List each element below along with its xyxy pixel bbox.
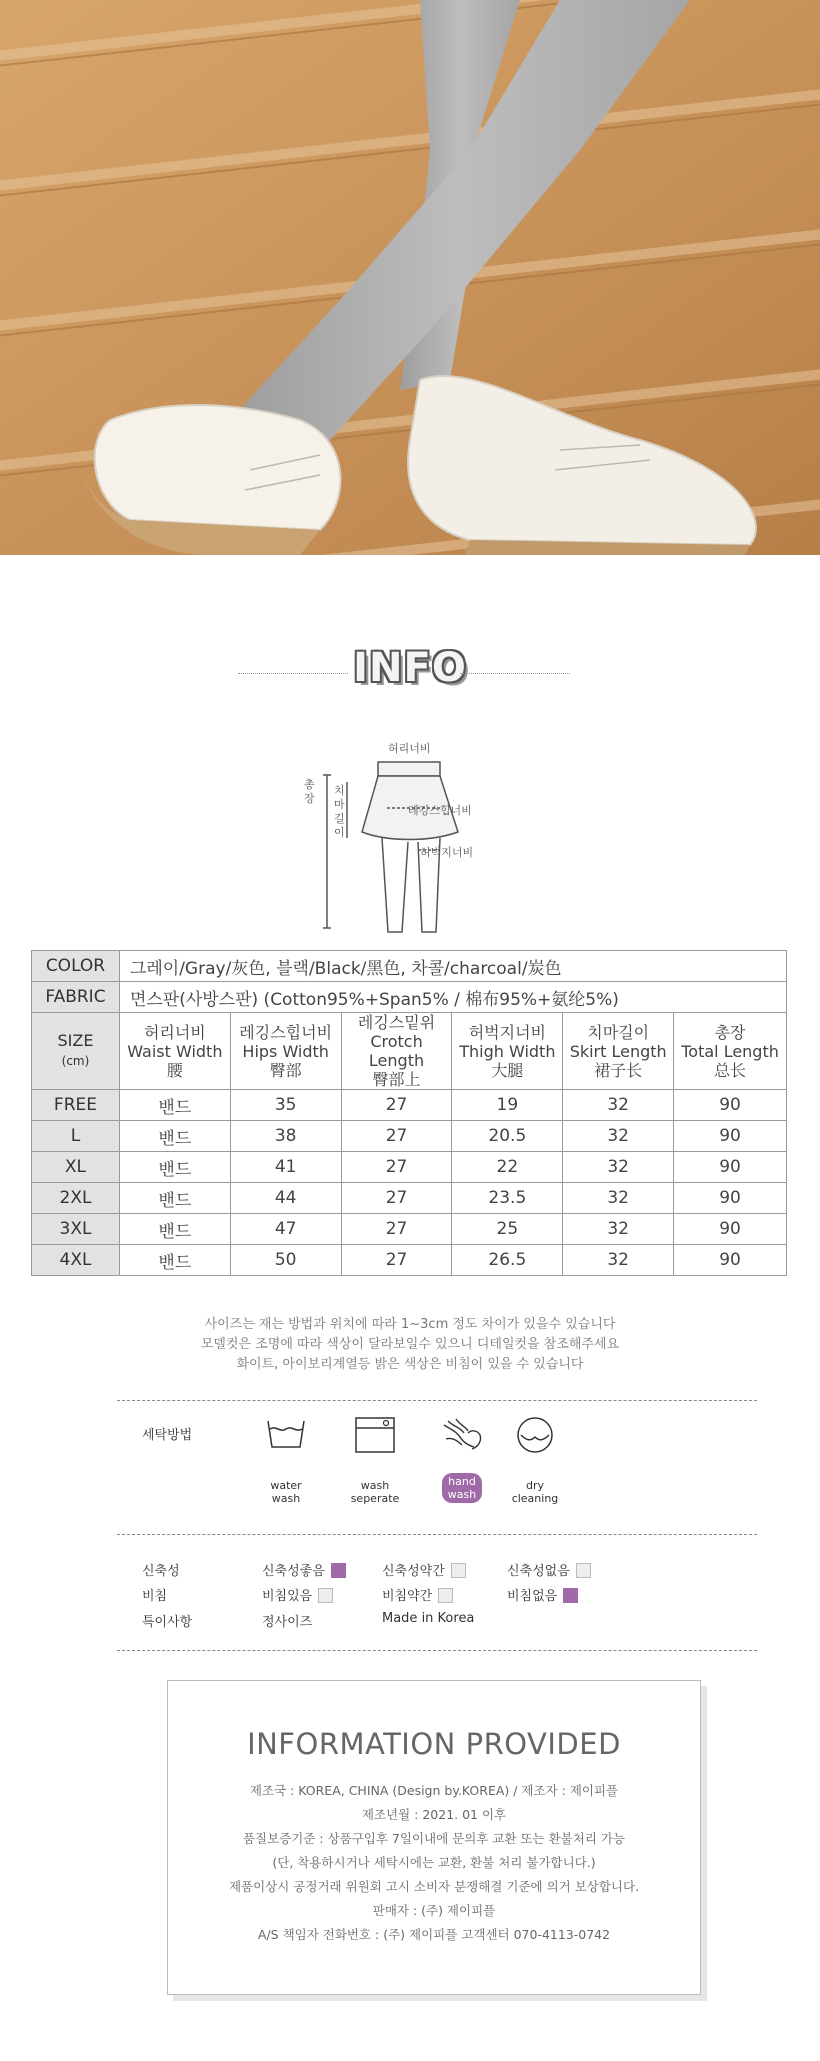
caption-line: seperate [350, 1492, 400, 1505]
option-label: 비침약간 [382, 1589, 433, 1604]
column-header [563, 1013, 674, 1090]
info-line: 판매자 : (주) 제이피플 [372, 1903, 496, 1918]
size-cell: 4XL [32, 1245, 120, 1276]
divider [117, 1400, 757, 1401]
value-cell: 90 [674, 1183, 787, 1214]
special-value: Made in Korea [382, 1611, 475, 1626]
option-label: 비침있음 [262, 1589, 313, 1604]
value-cell: 27 [341, 1152, 452, 1183]
value-cell: 32 [563, 1214, 674, 1245]
wash-option-hand [422, 1415, 502, 1503]
info-line: (단, 착용하시거나 세탁시에는 교환, 환불 처리 불가합니다.) [272, 1855, 596, 1870]
info-line: 품질보증기준 : 상품구입후 7일이내에 문의후 교환 또는 환불처리 가능 [242, 1831, 626, 1846]
value-cell: 27 [341, 1090, 452, 1121]
value-cell: 35 [230, 1090, 341, 1121]
info-heading [0, 645, 820, 705]
col-en: Skirt Length [569, 1041, 667, 1061]
value-cell: 27 [341, 1214, 452, 1245]
size-table [31, 950, 787, 1276]
size-cell: FREE [32, 1090, 120, 1121]
wash-option-water [246, 1415, 326, 1505]
fabric-label: FABRIC [32, 982, 120, 1013]
size-notes [0, 1315, 820, 1375]
value-cell: 밴드 [119, 1245, 230, 1276]
checkbox-checked [563, 1588, 578, 1603]
divider [117, 1534, 757, 1535]
dry-cleaning-icon [513, 1415, 557, 1455]
value-cell: 밴드 [119, 1183, 230, 1214]
value-cell: 90 [674, 1121, 787, 1152]
col-en: Crotch Length [368, 1032, 425, 1070]
fabric-row [32, 982, 787, 1013]
wash-caption [246, 1479, 326, 1505]
column-header [230, 1013, 341, 1090]
information-provided-title: INFORMATION PROVIDED [247, 1727, 621, 1761]
note-line: 화이트, 아이보리계열등 밝은 색상은 비침이 있을 수 있습니다 [236, 1357, 584, 1372]
stretch-label: 신축성 [142, 1564, 180, 1579]
value-cell: 90 [674, 1214, 787, 1245]
size-cell: XL [32, 1152, 120, 1183]
info-line: 제조년월 : 2021. 01 이후 [361, 1807, 507, 1822]
stretch-option [507, 1560, 591, 1579]
value-cell: 밴드 [119, 1121, 230, 1152]
table-row [32, 1121, 787, 1152]
caption-line: dry [525, 1479, 544, 1492]
col-ko: 허리너비 [143, 1022, 206, 1042]
sheer-option [507, 1585, 578, 1604]
total-char: 장 [304, 792, 315, 805]
size-cell: L [32, 1121, 120, 1152]
col-ko: 치마길이 [587, 1022, 650, 1042]
value-cell: 50 [230, 1245, 341, 1276]
option-label: 비침없음 [507, 1589, 558, 1604]
size-diagram [290, 720, 510, 940]
column-header [341, 1013, 452, 1090]
special-value: 정사이즈 [262, 1615, 313, 1630]
value-cell: 19 [452, 1090, 563, 1121]
hips-label: 레깅스힙너비 [408, 804, 472, 817]
value-cell: 26.5 [452, 1245, 563, 1276]
divider [460, 673, 570, 674]
wash-caption-selected [442, 1473, 482, 1503]
value-cell: 밴드 [119, 1214, 230, 1245]
value-cell: 44 [230, 1183, 341, 1214]
wash-separate-icon [353, 1415, 397, 1455]
value-cell: 밴드 [119, 1090, 230, 1121]
stretch-option [262, 1560, 346, 1579]
note-line: 모델컷은 조명에 따라 색상이 달라보일수 있으니 디테일컷을 참조해주세요 [200, 1337, 620, 1352]
size-header-row [32, 1013, 787, 1090]
checkbox [438, 1588, 453, 1603]
col-zh: 腰 [166, 1060, 183, 1080]
caption-line: wash [271, 1492, 301, 1505]
col-en: Total Length [681, 1041, 779, 1061]
col-ko: 허벅지너비 [468, 1022, 546, 1042]
caption-line: water [270, 1479, 302, 1492]
value-cell: 22 [452, 1152, 563, 1183]
value-cell: 41 [230, 1152, 341, 1183]
fabric-value: 면스판(사방스판) (Cotton95%+Span5% / 棉布95%+氨纶5%) [119, 982, 786, 1013]
total-char: 총 [304, 778, 315, 791]
caption-line: cleaning [511, 1492, 559, 1505]
value-cell: 23.5 [452, 1183, 563, 1214]
value-cell: 32 [563, 1090, 674, 1121]
sheer-option [382, 1585, 453, 1604]
value-cell: 밴드 [119, 1152, 230, 1183]
option-label: 신축성약간 [382, 1564, 445, 1579]
value-cell: 32 [563, 1121, 674, 1152]
value-cell: 32 [563, 1183, 674, 1214]
hand-wash-icon [438, 1415, 486, 1455]
value-cell: 32 [563, 1152, 674, 1183]
col-zh: 大腿 [491, 1060, 524, 1080]
divider [117, 1650, 757, 1651]
value-cell: 90 [674, 1152, 787, 1183]
skirt-char: 길 [334, 812, 345, 825]
table-row [32, 1183, 787, 1214]
table-row [32, 1214, 787, 1245]
wash-caption [495, 1479, 575, 1505]
table-row [32, 1152, 787, 1183]
waist-label: 허리너비 [388, 742, 431, 755]
col-zh: 臀部上 [372, 1070, 421, 1089]
info-line: 제조국 : KOREA, CHINA (Design by.KOREA) / 제조자 : 제이피플 [249, 1783, 619, 1798]
product-photo [0, 0, 820, 555]
option-label: 신축성좋음 [262, 1564, 325, 1579]
color-value: 그레이/Gray/灰色, 블랙/Black/黑色, 차콜/charcoal/炭色 [119, 951, 786, 982]
info-title: INFO [353, 645, 467, 691]
value-cell: 38 [230, 1121, 341, 1152]
col-en: Thigh Width [459, 1041, 556, 1061]
col-ko: 총장 [714, 1022, 746, 1042]
col-en: Waist Width [127, 1041, 223, 1061]
special-label: 특이사항 [142, 1615, 193, 1630]
color-row [32, 951, 787, 982]
checkbox [451, 1563, 466, 1578]
value-cell: 32 [563, 1245, 674, 1276]
color-label: COLOR [32, 951, 120, 982]
wash-option-dry [495, 1415, 575, 1505]
value-cell: 27 [341, 1183, 452, 1214]
stretch-option [382, 1560, 466, 1579]
col-zh: 裙子长 [594, 1060, 643, 1080]
caption-line: wash [447, 1488, 477, 1501]
checkbox-checked [331, 1563, 346, 1578]
wash-label: 세탁방법 [142, 1428, 193, 1443]
value-cell: 90 [674, 1090, 787, 1121]
column-header [674, 1013, 787, 1090]
value-cell: 47 [230, 1214, 341, 1245]
water-wash-icon [264, 1415, 308, 1451]
table-row [32, 1245, 787, 1276]
col-zh: 臀部 [269, 1060, 302, 1080]
value-cell: 27 [341, 1245, 452, 1276]
value-cell: 20.5 [452, 1121, 563, 1152]
size-label [32, 1013, 120, 1090]
value-cell: 90 [674, 1245, 787, 1276]
size-cell: 3XL [32, 1214, 120, 1245]
wash-caption [335, 1479, 415, 1505]
sheer-label: 비침 [142, 1589, 168, 1604]
skirt-char: 치 [334, 784, 345, 797]
value-cell: 27 [341, 1121, 452, 1152]
col-ko: 레깅스밑위 [357, 1013, 436, 1032]
information-lines [168, 1779, 700, 1947]
thigh-label: 허벅지너비 [420, 846, 474, 859]
checkbox [576, 1563, 591, 1578]
table-row [32, 1090, 787, 1121]
col-en: Hips Width [242, 1041, 329, 1061]
sheer-option [262, 1585, 333, 1604]
caption-line: hand [448, 1475, 476, 1488]
size-label-text: SIZE [57, 1031, 94, 1050]
info-line: A/S 책임자 전화번호 : (주) 제이피플 고객센터 070-4113-0742 [257, 1927, 611, 1942]
note-line: 사이즈는 재는 방법과 위치에 따라 1~3cm 정도 차이가 있을수 있습니다 [204, 1317, 616, 1332]
total-length-label [304, 778, 316, 806]
wash-option-separate [335, 1415, 415, 1505]
caption-line: wash [360, 1479, 390, 1492]
info-line: 제품이상시 공정거래 위원회 고시 소비자 분쟁해결 기준에 의거 보상합니다. [228, 1879, 640, 1894]
skirt-char: 마 [334, 798, 345, 811]
skirt-length-label [334, 784, 346, 840]
col-zh: 总长 [714, 1060, 747, 1080]
size-cell: 2XL [32, 1183, 120, 1214]
value-cell: 25 [452, 1214, 563, 1245]
skirt-char: 이 [334, 826, 345, 839]
option-label: 신축성없음 [507, 1564, 570, 1579]
column-header [452, 1013, 563, 1090]
information-provided-box [167, 1680, 701, 1995]
column-header [119, 1013, 230, 1090]
size-unit: (cm) [61, 1054, 90, 1068]
checkbox [318, 1588, 333, 1603]
col-ko: 레깅스힙너비 [239, 1022, 333, 1042]
